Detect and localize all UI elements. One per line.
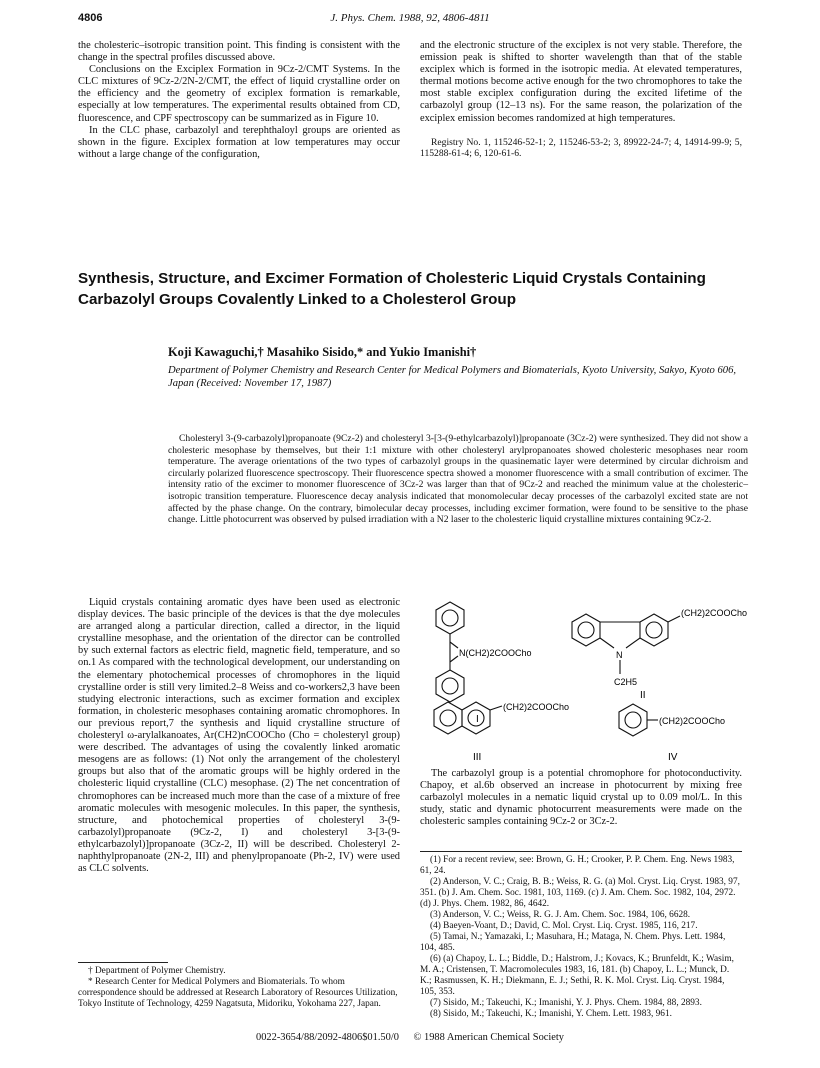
prev-paragraph: the cholesteric–isotropic transition point. This finding is consistent with the change in the spectral profiles discussed above.	[78, 40, 400, 64]
structure-II-ethyl: C2H5	[614, 677, 638, 687]
copyright-notice: © 1988 American Chemical Society	[413, 1032, 564, 1043]
body-paragraph: The carbazolyl group is a potential chromophore for photoconductivity. Chapoy, et al.6b observed an increase in photocurrent by mixing free carbazolyl molecules in a nematic liquid crystal up to 0.09 mol/L. In this study, static and dynamic photocurrent measurements were made on the cholesteric samples containing 9Cz-2 or 3Cz-2.	[420, 768, 742, 828]
reference-item: (6) (a) Chapoy, L. L.; Biddle, D.; Halstrom, J.; Kovacs, K.; Brunfeldt, K.; Wasim, M. A.; Cristensen, T. Macromolecules 1983, 16, 181. (b) Chapoy, L. L.; Munck, D. K.; Rasmussen, K. H.; Diekmann, E. J.; Sethi, R. K. Mol. Cryst. Liq. Cryst. 1984, 105, 353.	[420, 954, 734, 997]
prev-article-left-column	[78, 40, 400, 161]
structure-II-drawing	[572, 614, 680, 674]
reference-item: (5) Tamai, N.; Yamazaki, I.; Masuhara, H.; Mataga, N. Chem. Phys. Lett. 1984, 104, 485.	[420, 932, 726, 953]
title-line: Carbazolyl Groups Covalently Linked to a Cholesterol Group	[78, 291, 516, 308]
chemical-structures-figure	[418, 594, 748, 766]
references-rule	[420, 851, 742, 852]
structure-IV-substituent: (CH2)2COOCho	[659, 716, 726, 726]
author-list: Koji Kawaguchi,† Masahiko Sisido,* and Yukio Imanishi†	[168, 345, 477, 359]
body-paragraph: Liquid crystals containing aromatic dyes have been used as electronic display devices. The basic principle of the devices is that the dye molecules are arranged along a particular direction, called a director, in the liquid crystalline mesophase, and the orientation of the director can be controlled by such external factors as electric field, magnetic field, temperature, and so on.1 As compared with the technological development, our understanding on the elementary photochemical processes of chromophores in the liquid crystalline order is still very limited.2–8 Weiss and co-workers2,3 have been studying electronic interactions, such as excimer formation and exciplex formation, in cholesteric mesophases containing aromatic chromophores. In our previous report,7 the synthesis and liquid crystalline structure of cholesteryl ω-arylalkanoates, Ar(CH2)nCOOCho (Cho = cholesteryl group) were described. The advantages of using the covalently linked aromatic mesogens are as follows: (1) Not only the arrangement of the cholesteryl groups but also that of the aromatic groups will be highly ordered in the cholesteric liquid crystalline (CLC) mesophase. (2) The net concentration of chromophores can be increased much more than the case of a mixture of free aromatic molecules with mesogenic molecules. In this paper, the synthesis, structure, and photochemical properties of cholesteryl 3-(9-carbazolyl)propanoate (9Cz-2, I) and cholesteryl 3-[3-(9-ethylcarbazolyl)]propanoate (3Cz-2, II) will be described. Cholesteryl 2-naphthylpropanoate (2N-2, III) and phenylpropanoate (Ph-2, IV) were used as CLC solvents.	[78, 597, 400, 875]
reference-item: (1) For a recent review, see: Brown, G. H.; Crooker, P. P. Chem. Eng. News 1983, 61, 24.	[420, 855, 735, 876]
reference-item: (4) Baeyen-Voant, D.; David, C. Mol. Cryst. Liq. Cryst. 1985, 116, 217.	[430, 921, 698, 931]
page-footer	[0, 1032, 820, 1043]
reference-item: (8) Sisido, M.; Takeuchi, K.; Imanishi, Y. Chem. Lett. 1983, 961.	[430, 1009, 672, 1019]
structure-III-label: III	[473, 752, 482, 763]
structure-III-drawing	[434, 702, 502, 734]
structure-I-substituent: N(CH2)2COOCho	[459, 648, 532, 658]
article-code: 0022-3654/88/2092-4806$01.50/0	[256, 1032, 399, 1043]
structure-IV-drawing	[619, 704, 658, 736]
running-header	[78, 12, 742, 26]
reference-item: (3) Anderson, V. C.; Weiss, R. G. J. Am. Chem. Soc. 1984, 106, 6628.	[430, 910, 691, 920]
footnote: * Research Center for Medical Polymers and Biomaterials. To whom correspondence should be addressed at Research Laboratory of Resources Utilization, Tokyo Institute of Technology, 4259 Nagatsuta, Midoriku, Yokohama 227, Japan.	[78, 977, 398, 1009]
reference-item: (7) Sisido, M.; Takeuchi, K.; Imanishi, Y. J. Phys. Chem. 1984, 88, 2893.	[430, 998, 702, 1008]
abstract	[168, 433, 748, 526]
page-number: 4806	[78, 12, 103, 24]
structure-II-substituent: (CH2)2COOCho	[681, 608, 748, 618]
prev-paragraph: Conclusions on the Exciplex Formation in 9Cz-2/CMT Systems. In the CLC mixtures of 9Cz-2/2N-2/CMT, the effect of liquid crystalline order on the efficiency and the geometry of exciplex formation is remarkable, especially at low temperatures. The experimental results obtained from CD, fluorescence, and CPF spectroscopy can be summarized as in Figure 10.	[78, 64, 400, 124]
references-list	[420, 855, 742, 1020]
author-footnotes	[78, 966, 400, 1010]
abstract-text: Cholesteryl 3-(9-carbazolyl)propanoate (9Cz-2) and cholesteryl 3-[3-(9-ethylcarbazolyl)]propanoate (3Cz-2) were synthesized. They did not show a cholesteric mesophase by themselves, but their 1:1 mixture with other cholesteryl arylpropanoates showed cholesteric mesophases near room temperature. The average orientations of the two types of carbazolyl groups in the quasinematic layer were determined by circular dichroism and circularly polarized fluorescence spectroscopy. Their fluorescence spectra showed a monomer fluorescence with a small contribution of excimer. The intensity ratio of the excimer to monomer fluorescence of 3Cz-2 was larger than that of 9Cz-2 and reached the minimum value at the cholesteric–isotropic transition temperature. Fluorescence decay analysis indicated that monomolecular decay processes of the carbazolyl excited state are not affected by the phase change. On the contrary, bimolecular decay processes, including excimer formation, were found to be sensitive to the phase change. Little photocurrent was observed by pulsed irradiation with a N2 laser to the cholesteric liquid crystalline mixtures containing 9Cz-2.	[168, 433, 748, 526]
registry-numbers: Registry No. 1, 115246-52-1; 2, 115246-53-2; 3, 89922-24-7; 4, 14914-99-9; 5, 115288-61-4; 6, 120-61-6.	[420, 136, 742, 160]
journal-citation: J. Phys. Chem. 1988, 92, 4806-4811	[330, 12, 490, 24]
prev-article-right-column	[420, 40, 742, 160]
structure-III-substituent: (CH2)2COOCho	[503, 702, 570, 712]
body-right-column	[420, 768, 742, 828]
body-left-column	[78, 597, 400, 875]
title-line: Synthesis, Structure, and Excimer Formation of Cholesteric Liquid Crystals Containing	[78, 270, 706, 287]
reference-item: (2) Anderson, V. C.; Craig, B. B.; Weiss, R. G. (a) Mol. Cryst. Liq. Cryst. 1983, 97, 351. (b) J. Am. Chem. Soc. 1981, 103, 1169. (c) J. Am. Chem. Soc. 1982, 104, 2972. (d) J. Phys. Chem. 1982, 86, 4642.	[420, 877, 740, 909]
footnote-rule	[78, 962, 168, 963]
prev-paragraph: In the CLC phase, carbazolyl and terephthaloyl groups are oriented as shown in the figure. Exciplex formation at low temperatures may occur without a large change of the configuration,	[78, 124, 400, 160]
affiliation: Department of Polymer Chemistry and Research Center for Medical Polymers and Biomaterials, Kyoto University, Sakyo, Kyoto 606, Japan (Received: November 17, 1987)	[168, 365, 737, 389]
article-title	[78, 268, 758, 310]
prev-paragraph: and the electronic structure of the exciplex is not very stable. Therefore, the emission peak is shifted to shorter wavelength than that of the stable exciplex which is formed in the isotropic media. At elevated temperatures, thermal motions become active enough for the two chromophores to take the most stable exciplex configuration during the excited lifetime of the carbazolyl group (12–13 ns). For the same reason, the polarization of the exciplex emission becomes randomized at high temperatures.	[420, 40, 742, 124]
structure-II-nitrogen: N	[616, 650, 623, 660]
footnote: † Department of Polymer Chemistry.	[88, 966, 226, 976]
structure-IV-label: IV	[668, 752, 678, 763]
structure-I-label: I	[476, 714, 479, 725]
structure-II-label: II	[640, 690, 646, 701]
